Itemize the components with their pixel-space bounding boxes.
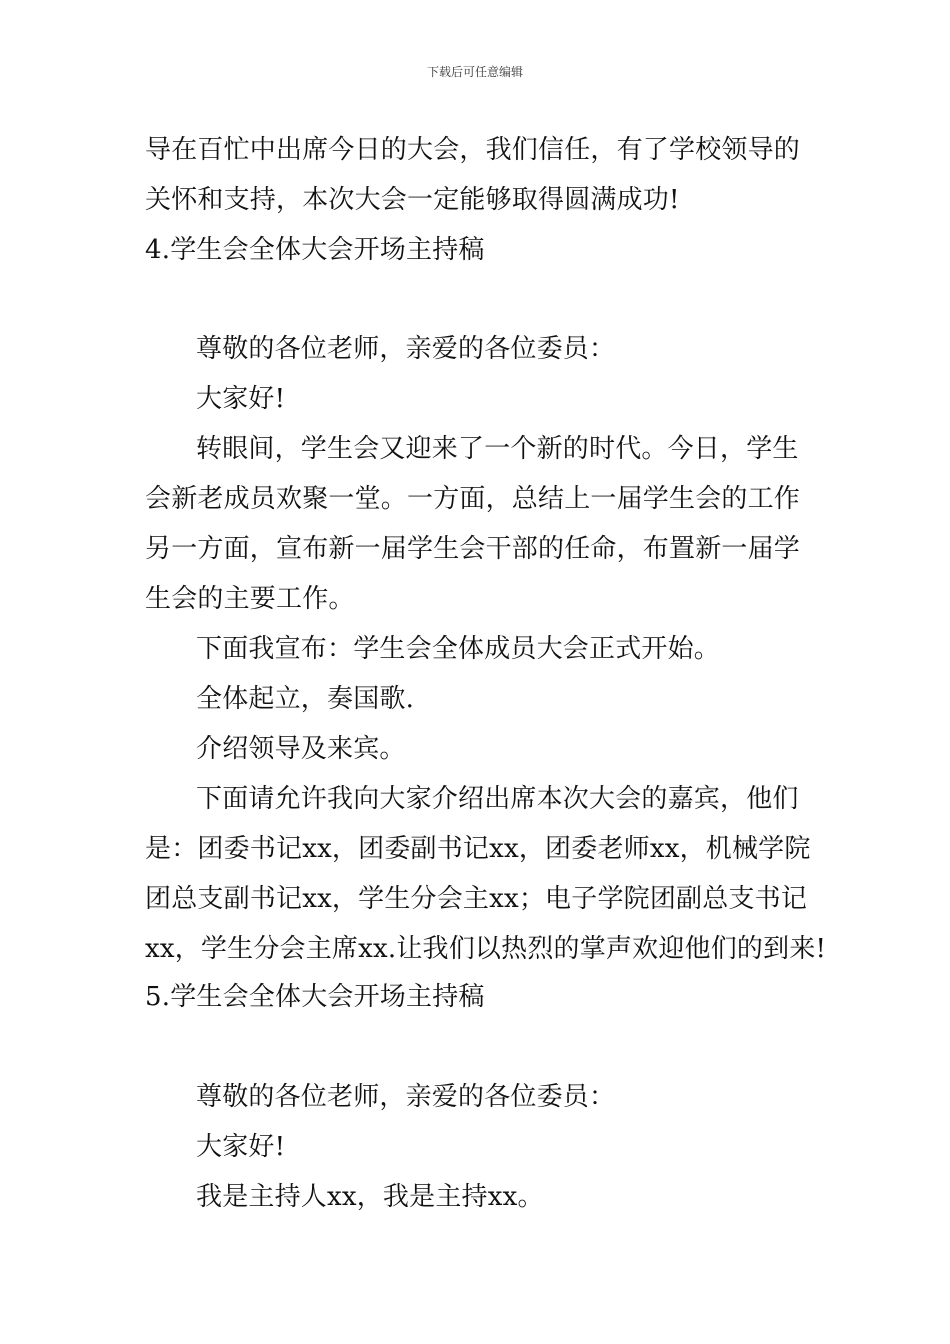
text-line: 是：团委书记xx，团委副书记xx，团委老师xx，机械学院 xyxy=(145,834,811,864)
greeting-line: 大家好! xyxy=(196,1132,286,1162)
text-line: 关怀和支持，本次大会一定能够取得圆满成功! xyxy=(145,185,680,215)
text-line: 会新老成员欢聚一堂。一方面，总结上一届学生会的工作 xyxy=(145,484,801,514)
text-line: 另一方面，宣布新一届学生会干部的任命，布置新一届学 xyxy=(145,534,801,564)
greeting-line: 尊敬的各位老师，亲爱的各位委员： xyxy=(196,334,616,364)
section-heading: 5.学生会全体大会开场主持稿 xyxy=(145,982,485,1012)
text-line: xx，学生分会主席xx.让我们以热烈的掌声欢迎他们的到来! xyxy=(145,934,827,964)
text-line: 导在百忙中出席今日的大会，我们信任，有了学校领导的 xyxy=(145,135,801,165)
text-line: 团总支副书记xx，学生分会主xx；电子学院团副总支书记 xyxy=(145,884,808,914)
text-line: 介绍领导及来宾。 xyxy=(196,734,406,764)
text-line: 生会的主要工作。 xyxy=(145,584,355,614)
greeting-line: 尊敬的各位老师，亲爱的各位委员： xyxy=(196,1082,616,1112)
text-line: 转眼间，学生会又迎来了一个新的时代。今日，学生 xyxy=(196,434,799,464)
greeting-line: 大家好! xyxy=(196,384,286,414)
section-heading: 4.学生会全体大会开场主持稿 xyxy=(145,235,485,265)
text-line: 我是主持人xx，我是主持xx。 xyxy=(196,1182,544,1212)
page-header: 下载后可任意编辑 xyxy=(426,65,523,79)
text-line: 下面我宣布：学生会全体成员大会正式开始。 xyxy=(196,634,721,664)
text-line: 全体起立，奏国歌. xyxy=(196,684,415,714)
text-line: 下面请允许我向大家介绍出席本次大会的嘉宾，他们 xyxy=(196,784,799,814)
